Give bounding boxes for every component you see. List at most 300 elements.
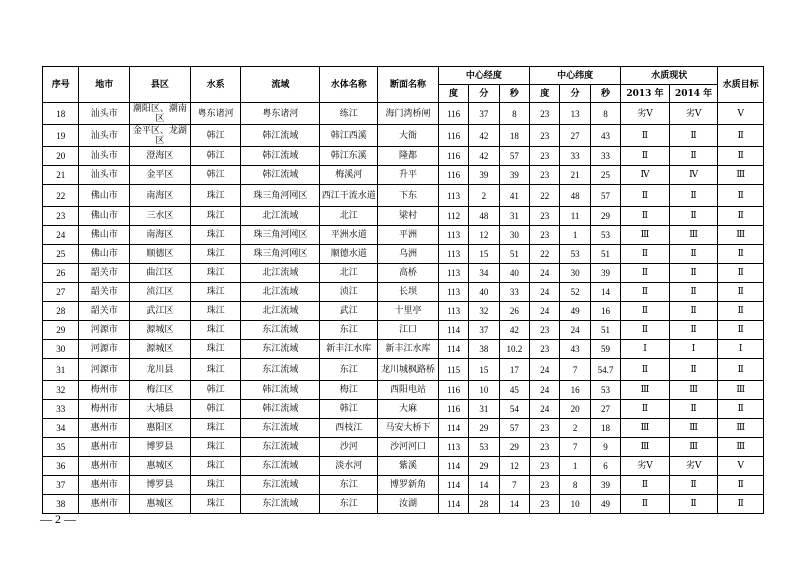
- table-cell: 35: [43, 438, 79, 457]
- table-cell: 39: [499, 166, 529, 185]
- table-cell: 河源市: [79, 359, 130, 381]
- table-cell: 33: [499, 283, 529, 302]
- table-cell: 27: [590, 400, 620, 419]
- table-cell: 东江流域: [241, 321, 320, 340]
- table-row: [43, 476, 764, 495]
- table-cell: 33: [43, 400, 79, 419]
- table-cell: 30: [499, 226, 529, 245]
- table-cell: 珠江: [190, 419, 241, 438]
- table-cell: Ⅱ: [718, 302, 764, 321]
- table-cell: 东江流域: [241, 457, 320, 476]
- table-row: [43, 438, 764, 457]
- table-cell: 北江流域: [241, 264, 320, 283]
- table-cell: Ⅱ: [621, 283, 670, 302]
- table-cell: Ⅱ: [621, 264, 670, 283]
- table-cell: 7: [499, 476, 529, 495]
- table-cell: 37: [469, 321, 499, 340]
- table-cell: Ⅱ: [718, 125, 764, 147]
- table-cell: 汕头市: [79, 166, 130, 185]
- table-cell: 劣Ⅴ: [669, 103, 718, 125]
- table-cell: 梅江: [320, 381, 378, 400]
- table-cell: 23: [530, 207, 560, 226]
- table-row: [43, 340, 764, 359]
- table-cell: 劣Ⅴ: [621, 457, 670, 476]
- table-row: [43, 125, 764, 147]
- table-cell: 15: [469, 359, 499, 381]
- table-cell: 劣Ⅴ: [669, 457, 718, 476]
- table-cell: 48: [560, 185, 590, 207]
- table-cell: Ⅱ: [718, 495, 764, 514]
- table-cell: 32: [43, 381, 79, 400]
- header-status: 水质现状: [621, 67, 718, 85]
- table-cell: 31: [469, 400, 499, 419]
- table-cell: 51: [590, 245, 620, 264]
- table-cell: 113: [438, 226, 468, 245]
- table-cell: Ⅲ: [669, 381, 718, 400]
- table-cell: Ⅲ: [718, 419, 764, 438]
- table-cell: 顺德区: [130, 245, 191, 264]
- table-cell: Ⅱ: [621, 400, 670, 419]
- table-cell: 113: [438, 245, 468, 264]
- table-cell: 汕头市: [79, 125, 130, 147]
- table-cell: 29: [469, 419, 499, 438]
- header-lon-deg: 度: [438, 85, 468, 103]
- table-row: [43, 166, 764, 185]
- table-cell: 惠州市: [79, 476, 130, 495]
- table-cell: 梁村: [378, 207, 439, 226]
- header-lon-sec: 秒: [499, 85, 529, 103]
- table-cell: 23: [530, 419, 560, 438]
- table-cell: 39: [469, 166, 499, 185]
- table-cell: 韩江: [190, 125, 241, 147]
- table-cell: 38: [469, 340, 499, 359]
- header-section: 断面名称: [378, 67, 439, 103]
- table-cell: 18: [43, 103, 79, 125]
- header-lon-min: 分: [469, 85, 499, 103]
- table-cell: 新丰江水库: [320, 340, 378, 359]
- table-cell: 24: [530, 400, 560, 419]
- table-cell: Ⅱ: [669, 147, 718, 166]
- table-cell: Ⅰ: [669, 340, 718, 359]
- table-cell: 14: [590, 283, 620, 302]
- table-cell: 东江流域: [241, 419, 320, 438]
- table-cell: 西江干流水道: [320, 185, 378, 207]
- table-cell: 24: [530, 381, 560, 400]
- table-cell: 116: [438, 381, 468, 400]
- table-cell: Ⅲ: [669, 226, 718, 245]
- table-cell: 53: [590, 381, 620, 400]
- water-quality-table: [42, 66, 764, 514]
- table-cell: 43: [590, 125, 620, 147]
- table-cell: 东江: [320, 476, 378, 495]
- table-cell: 惠州市: [79, 457, 130, 476]
- table-cell: 113: [438, 302, 468, 321]
- table-cell: 惠阳区: [130, 419, 191, 438]
- table-cell: Ⅱ: [718, 400, 764, 419]
- table-cell: 48: [469, 207, 499, 226]
- table-cell: 南海区: [130, 226, 191, 245]
- table-cell: 28: [469, 495, 499, 514]
- table-cell: 14: [499, 495, 529, 514]
- table-cell: 11: [560, 207, 590, 226]
- table-row: [43, 381, 764, 400]
- table-cell: 武江区: [130, 302, 191, 321]
- table-cell: Ⅱ: [621, 147, 670, 166]
- table-cell: 114: [438, 476, 468, 495]
- table-cell: 33: [560, 147, 590, 166]
- header-city: 地市: [79, 67, 130, 103]
- header-lat-sec: 秒: [590, 85, 620, 103]
- table-cell: 34: [469, 264, 499, 283]
- table-cell: 粤东诸河: [190, 103, 241, 125]
- table-cell: 113: [438, 264, 468, 283]
- header-basin: 流域: [241, 67, 320, 103]
- table-cell: 东江流域: [241, 340, 320, 359]
- table-cell: Ⅱ: [621, 321, 670, 340]
- table-cell: 韩江流域: [241, 147, 320, 166]
- table-cell: 十里亭: [378, 302, 439, 321]
- table-cell: 49: [590, 495, 620, 514]
- table-cell: 佛山市: [79, 207, 130, 226]
- table-cell: 珠江: [190, 438, 241, 457]
- table-cell: 汝湖: [378, 495, 439, 514]
- table-cell: Ⅲ: [669, 438, 718, 457]
- table-cell: 博罗新角: [378, 476, 439, 495]
- table-row: [43, 264, 764, 283]
- table-cell: 韩江: [320, 400, 378, 419]
- table-cell: 57: [499, 419, 529, 438]
- table-cell: Ⅲ: [621, 381, 670, 400]
- table-cell: 24: [530, 283, 560, 302]
- table-cell: 43: [560, 340, 590, 359]
- table-cell: 27: [43, 283, 79, 302]
- table-cell: Ⅱ: [621, 245, 670, 264]
- table-cell: 33: [590, 147, 620, 166]
- table-cell: 114: [438, 457, 468, 476]
- table-cell: 韶关市: [79, 283, 130, 302]
- table-cell: 下东: [378, 185, 439, 207]
- table-cell: 30: [560, 264, 590, 283]
- table-cell: 23: [530, 340, 560, 359]
- table-cell: 23: [530, 321, 560, 340]
- table-cell: 12: [499, 457, 529, 476]
- table-cell: 北江: [320, 264, 378, 283]
- table-cell: 河源市: [79, 340, 130, 359]
- table-cell: 珠江: [190, 359, 241, 381]
- table-cell: 惠城区: [130, 457, 191, 476]
- table-cell: Ⅴ: [718, 103, 764, 125]
- table-body: [43, 103, 764, 514]
- table-cell: 梅溪河: [320, 166, 378, 185]
- table-cell: 8: [590, 103, 620, 125]
- table-cell: 21: [560, 166, 590, 185]
- table-cell: Ⅱ: [718, 147, 764, 166]
- table-row: [43, 457, 764, 476]
- table-cell: 珠江: [190, 302, 241, 321]
- table-cell: 40: [469, 283, 499, 302]
- table-cell: 韩江: [190, 147, 241, 166]
- table-cell: Ⅱ: [621, 495, 670, 514]
- table-cell: 34: [43, 419, 79, 438]
- table-cell: 38: [43, 495, 79, 514]
- table-cell: Ⅲ: [718, 226, 764, 245]
- table-cell: 东江流域: [241, 359, 320, 381]
- table-cell: Ⅱ: [669, 400, 718, 419]
- table-cell: 20: [560, 400, 590, 419]
- table-cell: 23: [530, 103, 560, 125]
- table-cell: 龙川城枫路桥: [378, 359, 439, 381]
- table-cell: 惠州市: [79, 495, 130, 514]
- table-cell: 佛山市: [79, 185, 130, 207]
- table-cell: 韩江流域: [241, 400, 320, 419]
- table-cell: 53: [469, 438, 499, 457]
- table-cell: 22: [530, 245, 560, 264]
- table-cell: 116: [438, 166, 468, 185]
- table-cell: Ⅲ: [621, 226, 670, 245]
- table-cell: 29: [43, 321, 79, 340]
- table-cell: Ⅲ: [669, 419, 718, 438]
- table-cell: Ⅱ: [621, 185, 670, 207]
- table-cell: 大衙: [378, 125, 439, 147]
- table-cell: 24: [560, 321, 590, 340]
- table-cell: 39: [590, 264, 620, 283]
- table-cell: Ⅲ: [621, 419, 670, 438]
- table-cell: 汕头市: [79, 103, 130, 125]
- table-cell: 大埔县: [130, 400, 191, 419]
- table-cell: Ⅱ: [669, 245, 718, 264]
- table-cell: 韩江: [190, 400, 241, 419]
- table-cell: 东江: [320, 495, 378, 514]
- table-cell: 东江流域: [241, 438, 320, 457]
- header-district: 县区: [130, 67, 191, 103]
- table-cell: 113: [438, 185, 468, 207]
- table-cell: 23: [530, 166, 560, 185]
- table-cell: 梅州市: [79, 381, 130, 400]
- table-cell: 源城区: [130, 340, 191, 359]
- table-cell: 东江流域: [241, 476, 320, 495]
- table-cell: 8: [560, 476, 590, 495]
- table-cell: Ⅱ: [621, 207, 670, 226]
- header-water-system: 水系: [190, 67, 241, 103]
- table-cell: 116: [438, 103, 468, 125]
- table-cell: 海门湾桥闸: [378, 103, 439, 125]
- table-cell: 平洲水道: [320, 226, 378, 245]
- table-cell: 16: [560, 381, 590, 400]
- table-cell: 12: [469, 226, 499, 245]
- table-cell: 东江: [320, 359, 378, 381]
- table-row: [43, 207, 764, 226]
- table-cell: 2: [560, 419, 590, 438]
- table-cell: Ⅱ: [621, 302, 670, 321]
- table-cell: 北江: [320, 207, 378, 226]
- table-cell: 51: [590, 321, 620, 340]
- header-latitude: 中心纬度: [530, 67, 621, 85]
- table-cell: 新丰江水库: [378, 340, 439, 359]
- table-row: [43, 302, 764, 321]
- table-cell: 14: [469, 476, 499, 495]
- table-cell: 珠江: [190, 476, 241, 495]
- table-cell: 23: [530, 476, 560, 495]
- table-cell: 高桥: [378, 264, 439, 283]
- table-cell: 16: [590, 302, 620, 321]
- table-cell: 东江流域: [241, 495, 320, 514]
- table-cell: 24: [530, 302, 560, 321]
- table-cell: 54: [499, 400, 529, 419]
- table-cell: 2: [469, 185, 499, 207]
- table-cell: Ⅱ: [621, 359, 670, 381]
- table-cell: 26: [499, 302, 529, 321]
- table-cell: 马安大桥下: [378, 419, 439, 438]
- table-cell: 江口: [378, 321, 439, 340]
- table-cell: 23: [530, 495, 560, 514]
- table-cell: Ⅳ: [621, 166, 670, 185]
- table-cell: 114: [438, 419, 468, 438]
- table-cell: 116: [438, 400, 468, 419]
- table-cell: 浈江区: [130, 283, 191, 302]
- table-cell: 18: [499, 125, 529, 147]
- table-cell: 劣Ⅴ: [621, 103, 670, 125]
- table-cell: 珠三角河网区: [241, 185, 320, 207]
- header-target: 水质目标: [718, 67, 764, 103]
- table-cell: 韩江流域: [241, 166, 320, 185]
- table-row: [43, 103, 764, 125]
- table-cell: 113: [438, 438, 468, 457]
- table-cell: 25: [43, 245, 79, 264]
- table-cell: Ⅱ: [669, 359, 718, 381]
- table-cell: 53: [590, 226, 620, 245]
- table-cell: 10: [560, 495, 590, 514]
- table-cell: 韶关市: [79, 302, 130, 321]
- table-cell: Ⅱ: [718, 359, 764, 381]
- table-cell: 41: [499, 185, 529, 207]
- table-cell: 澄海区: [130, 147, 191, 166]
- table-cell: 30: [43, 340, 79, 359]
- table-cell: 27: [560, 125, 590, 147]
- table-cell: Ⅱ: [621, 476, 670, 495]
- table-cell: 顺德水道: [320, 245, 378, 264]
- table-cell: Ⅱ: [718, 264, 764, 283]
- header-lat-min: 分: [560, 85, 590, 103]
- table-cell: 平洲: [378, 226, 439, 245]
- header-water-body: 水体名称: [320, 67, 378, 103]
- table-cell: 42: [469, 147, 499, 166]
- table-cell: 西阳电站: [378, 381, 439, 400]
- table-cell: 龙川县: [130, 359, 191, 381]
- table-cell: 21: [43, 166, 79, 185]
- table-cell: 乌洲: [378, 245, 439, 264]
- table-cell: 28: [43, 302, 79, 321]
- table-cell: 惠州市: [79, 419, 130, 438]
- table-cell: 博罗县: [130, 476, 191, 495]
- table-cell: 西枝江: [320, 419, 378, 438]
- table-cell: 57: [499, 147, 529, 166]
- table-cell: Ⅱ: [718, 207, 764, 226]
- table-row: [43, 147, 764, 166]
- table-cell: 37: [43, 476, 79, 495]
- table-cell: 潮阳区、潮南区: [130, 103, 191, 125]
- table-cell: 惠城区: [130, 495, 191, 514]
- table-cell: 23: [43, 207, 79, 226]
- table-cell: 22: [43, 185, 79, 207]
- table-cell: 8: [499, 103, 529, 125]
- table-row: [43, 400, 764, 419]
- table-cell: 22: [530, 185, 560, 207]
- table-row: [43, 495, 764, 514]
- table-cell: Ⅲ: [718, 438, 764, 457]
- table-cell: 20: [43, 147, 79, 166]
- table-cell: Ⅱ: [669, 302, 718, 321]
- table-cell: 金平区: [130, 166, 191, 185]
- table-cell: 29: [469, 457, 499, 476]
- table-cell: 珠江: [190, 283, 241, 302]
- table-cell: 升平: [378, 166, 439, 185]
- table-row: [43, 419, 764, 438]
- table-cell: 北江流域: [241, 283, 320, 302]
- page-number: — 2 —: [40, 512, 76, 526]
- table-cell: 32: [469, 302, 499, 321]
- table-cell: 23: [530, 457, 560, 476]
- table-cell: Ⅱ: [621, 125, 670, 147]
- table-cell: Ⅴ: [718, 457, 764, 476]
- table-cell: 40: [499, 264, 529, 283]
- table-cell: 7: [560, 359, 590, 381]
- table-cell: 北江流域: [241, 207, 320, 226]
- table-cell: Ⅱ: [669, 207, 718, 226]
- table-cell: 梅江区: [130, 381, 191, 400]
- table-cell: 河源市: [79, 321, 130, 340]
- table-cell: 汕头市: [79, 147, 130, 166]
- table-cell: 珠江: [190, 495, 241, 514]
- header-no: 序号: [43, 67, 79, 103]
- table-cell: 韩江西溪: [320, 125, 378, 147]
- table-cell: Ⅱ: [718, 321, 764, 340]
- table-cell: 112: [438, 207, 468, 226]
- table-cell: Ⅱ: [718, 476, 764, 495]
- table-cell: 113: [438, 283, 468, 302]
- table-cell: 韩江: [190, 381, 241, 400]
- table-cell: 浈江: [320, 283, 378, 302]
- table-cell: 42: [469, 125, 499, 147]
- table-cell: 57: [590, 185, 620, 207]
- table-cell: 南海区: [130, 185, 191, 207]
- table-row: [43, 359, 764, 381]
- table-cell: 隆都: [378, 147, 439, 166]
- table-cell: Ⅱ: [718, 185, 764, 207]
- table-cell: 10.2: [499, 340, 529, 359]
- table-cell: 18: [590, 419, 620, 438]
- table-cell: Ⅳ: [669, 166, 718, 185]
- table-cell: 53: [560, 245, 590, 264]
- table-cell: 1: [560, 457, 590, 476]
- table-cell: 三水区: [130, 207, 191, 226]
- table-cell: 金平区、龙湖区: [130, 125, 191, 147]
- table-cell: 大麻: [378, 400, 439, 419]
- table-cell: 49: [560, 302, 590, 321]
- table-cell: 114: [438, 340, 468, 359]
- table-cell: 114: [438, 321, 468, 340]
- table-cell: 23: [530, 438, 560, 457]
- table-cell: 51: [499, 245, 529, 264]
- table-cell: Ⅱ: [669, 185, 718, 207]
- table-cell: 17: [499, 359, 529, 381]
- table-cell: Ⅰ: [718, 340, 764, 359]
- table-cell: 26: [43, 264, 79, 283]
- table-cell: 沙河河口: [378, 438, 439, 457]
- table-cell: 36: [43, 457, 79, 476]
- table-cell: 13: [560, 103, 590, 125]
- table-cell: Ⅲ: [718, 381, 764, 400]
- table-cell: Ⅱ: [669, 321, 718, 340]
